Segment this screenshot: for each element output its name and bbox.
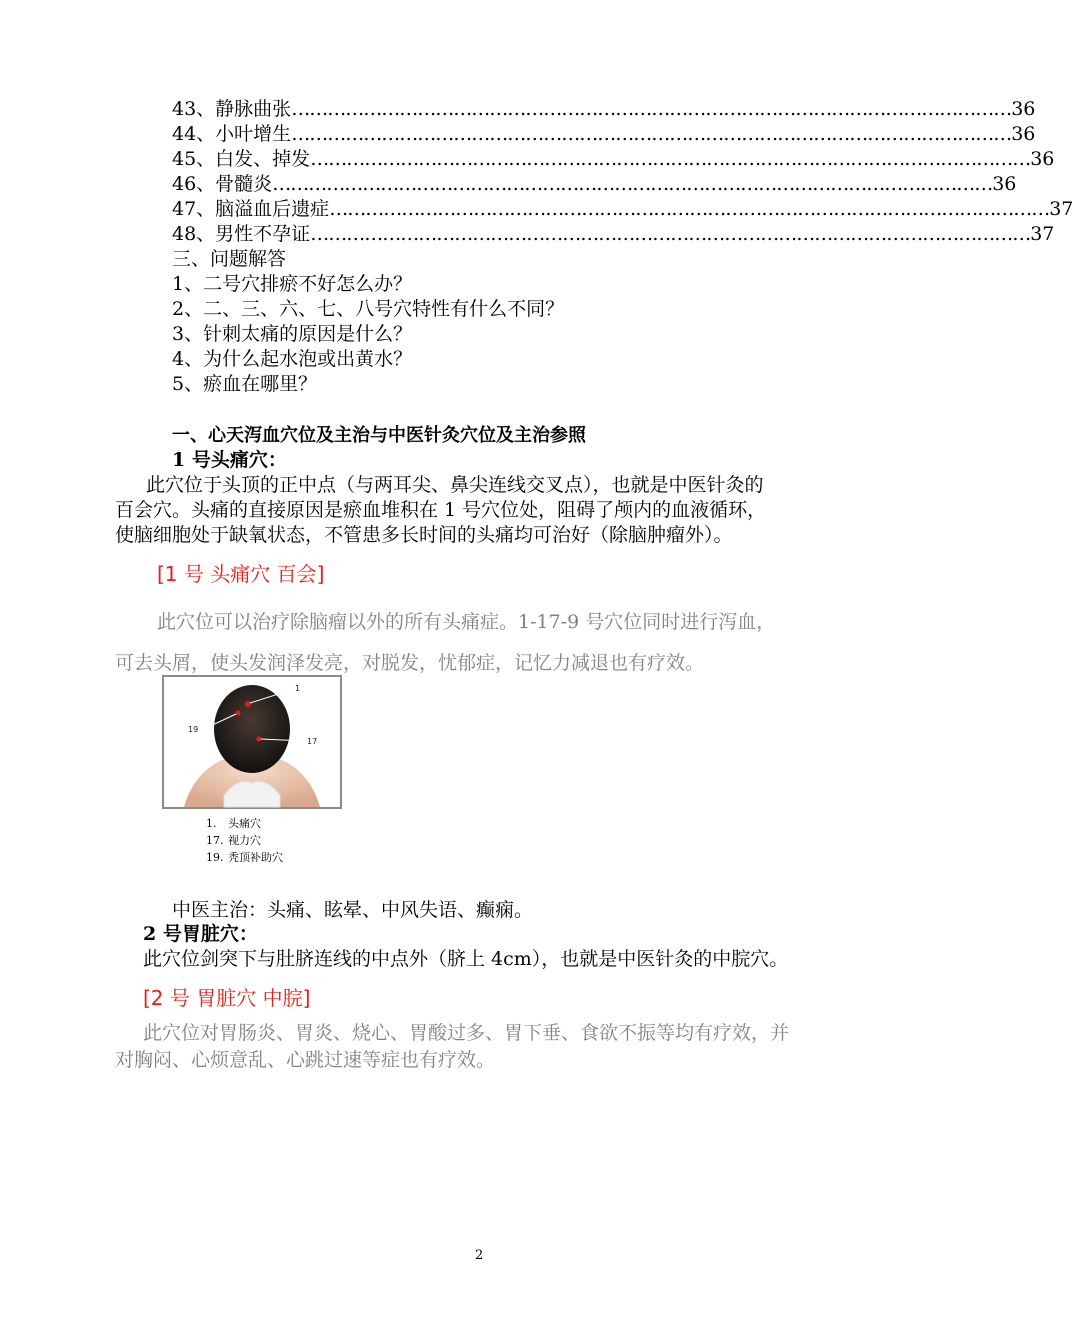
toc-entry-label: 46、骨髓炎 <box>172 173 273 195</box>
toc-leader-dots: ………………………………………………………………………………………………………… <box>272 173 993 195</box>
toc-leader-dots: ………………………………………………………………………………………………………… <box>310 148 1031 170</box>
toc-entry[interactable] <box>172 97 1036 122</box>
toc-leader-dots: ………………………………………………………………………………………………………… <box>291 123 1012 145</box>
toc-question[interactable]: 2、二、三、六、七、八号穴特性有什么不同？ <box>172 298 565 320</box>
toc-leader-dots: ………………………………………………………………………………………………………… <box>329 198 1050 220</box>
point-title: 2 号胃脏穴： <box>143 923 258 945</box>
section-heading: 一、心天泻血穴位及主治与中医针灸穴位及主治参照 <box>172 425 586 446</box>
toc-entry-page: 37 <box>1030 223 1055 245</box>
toc-entry[interactable] <box>172 222 1055 247</box>
toc-entry-page: 37 <box>1049 198 1073 220</box>
toc-entry[interactable] <box>172 147 1055 172</box>
point-desc-line: 使脑细胞处于缺氧状态，不管患多长时间的头痛均可治好（除脑肿瘤外）。 <box>115 524 733 546</box>
point-note-line: 此穴位对胃肠炎、胃炎、烧心、胃酸过多、胃下垂、食欲不振等均有疗效，并 <box>143 1022 790 1044</box>
caption-text: 头痛穴 <box>228 817 261 830</box>
point-tag: [2 号 胃脏穴 中脘] <box>143 986 311 1010</box>
point-note-line: 可去头屑，使头发润泽发亮，对脱发，忧郁症，记忆力减退也有疗效。 <box>115 652 705 674</box>
toc-entry[interactable] <box>172 172 1017 197</box>
toc-question[interactable]: 5、瘀血在哪里？ <box>172 373 318 395</box>
head-illustration <box>164 677 340 807</box>
tcm-indications: 中医主治：头痛、眩晕、中风失语、癫痫。 <box>172 899 534 921</box>
page-number: 2 <box>475 1248 484 1263</box>
toc-entry-page: 36 <box>1011 98 1036 120</box>
caption-text: 秃顶补助穴 <box>228 851 283 864</box>
caption-row <box>206 832 283 849</box>
point-note-line: 对胸闷、心烦意乱、心跳过速等症也有疗效。 <box>115 1049 496 1071</box>
table-of-contents <box>172 97 1073 397</box>
toc-question[interactable]: 4、为什么起水泡或出黄水？ <box>172 348 413 370</box>
figure-label: 19 <box>188 725 199 734</box>
caption-number: 1. <box>206 817 217 830</box>
point-title: 1 号头痛穴： <box>172 449 287 471</box>
point-tag: [1 号 头痛穴 百会] <box>157 562 325 586</box>
caption-row <box>206 849 283 866</box>
toc-entry-label: 44、小叶增生 <box>172 123 292 145</box>
toc-entry-label: 48、男性不孕证 <box>172 223 311 245</box>
toc-entry-label: 45、白发、掉发 <box>172 148 311 170</box>
point-note-line: 此穴位可以治疗除脑瘤以外的所有头痛症。1-17-9 号穴位同时进行泻血， <box>157 611 776 633</box>
toc-leader-dots: ………………………………………………………………………………………………………… <box>291 98 1012 120</box>
figure-label: 1 <box>295 684 301 693</box>
figure-caption <box>206 815 283 866</box>
point-1-marker <box>245 701 251 707</box>
toc-question[interactable]: 3、针刺太痛的原因是什么？ <box>172 323 413 345</box>
toc-section-heading[interactable]: 三、问题解答 <box>172 248 287 270</box>
caption-number: 19. <box>206 851 224 864</box>
point-desc-line: 百会穴。头痛的直接原因是瘀血堆积在 1 号穴位处，阻碍了颅内的血液循环， <box>115 499 767 521</box>
point-desc-line: 此穴位剑突下与肚脐连线的中点外（脐上 4cm），也就是中医针灸的中脘穴。 <box>143 948 789 970</box>
toc-entry[interactable] <box>172 122 1036 147</box>
toc-entry-page: 36 <box>992 173 1017 195</box>
toc-entry-label: 47、脑溢血后遗症 <box>172 198 330 220</box>
point-desc-line: 此穴位于头顶的正中点（与两耳尖、鼻尖连线交叉点），也就是中医针灸的 <box>146 474 764 496</box>
caption-row <box>206 815 283 832</box>
hair-shape <box>214 685 290 773</box>
acupoint-figure <box>162 675 342 809</box>
toc-entry-page: 36 <box>1011 123 1036 145</box>
point-17-marker <box>257 737 262 742</box>
point-19-marker <box>236 711 241 716</box>
toc-entry-label: 43、静脉曲张 <box>172 98 292 120</box>
toc-leader-dots: ………………………………………………………………………………………………………… <box>310 223 1031 245</box>
toc-entry-page: 36 <box>1030 148 1055 170</box>
caption-number: 17. <box>206 834 224 847</box>
toc-entry[interactable] <box>172 197 1073 222</box>
toc-question[interactable]: 1、二号穴排瘀不好怎么办？ <box>172 273 413 295</box>
figure-label: 17 <box>307 737 318 746</box>
caption-text: 视力穴 <box>228 834 261 847</box>
